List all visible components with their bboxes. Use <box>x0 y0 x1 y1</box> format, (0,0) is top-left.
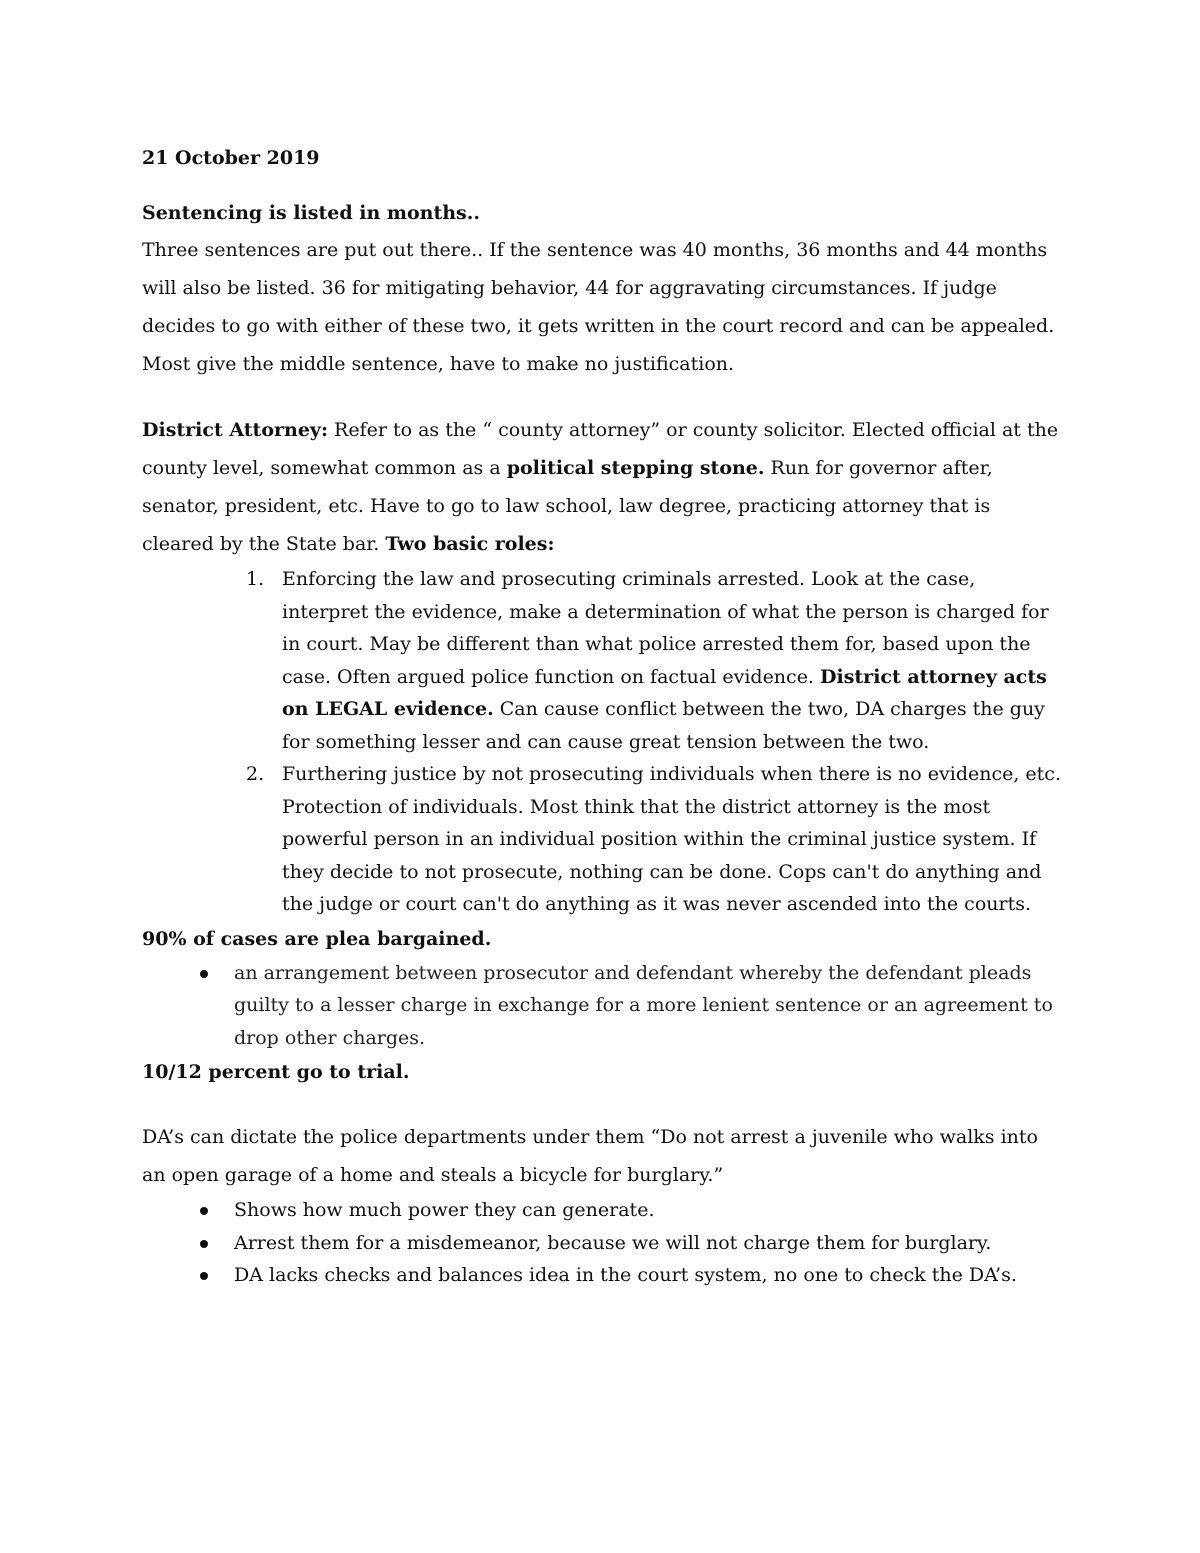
district-attorney-label: District Attorney: <box>142 419 328 441</box>
da-power-paragraph: DA’s can dictate the police departments under them “Do not arrest a juvenile who walks into an open garage of a home and steals a bicycle for burglary.” <box>142 1126 1038 1186</box>
political-stepping-stone: political stepping stone. <box>506 457 765 479</box>
bullet-text: an arrangement between prosecutor and defendant whereby the defendant pleads guilty to a lesser charge in exchange for a more lenient sentence or an agreement to drop other charges. <box>234 961 1053 1049</box>
list-item <box>142 1259 1062 1292</box>
list-item <box>142 758 1062 921</box>
list-number: 2. <box>246 763 265 785</box>
spacer <box>142 383 1062 411</box>
district-attorney-text-1: Refer to as the “ county attorney” or county solicitor. Elected official at the county level, somewhat common as a <box>142 419 1059 479</box>
bullet-icon <box>200 970 208 978</box>
bullet-icon <box>200 1207 208 1215</box>
roles-list <box>142 563 1062 921</box>
bullet-icon <box>200 1240 208 1248</box>
list-item <box>142 1194 1062 1227</box>
da-power-bullets <box>142 1194 1062 1292</box>
list-item <box>142 957 1062 1055</box>
spacer <box>142 1090 1062 1118</box>
sentencing-heading: Sentencing is listed in months.. <box>142 202 480 224</box>
bullet-text: DA lacks checks and balances idea in the court system, no one to check the DA’s. <box>234 1264 1017 1286</box>
role-bold: District attorney acts on LEGAL evidence. <box>282 665 1047 720</box>
list-item <box>142 563 1062 758</box>
list-number: 1. <box>246 568 265 590</box>
bullet-text: Arrest them for a misdemeanor, because we will not charge them for burglary. <box>234 1231 992 1254</box>
bullet-text: Shows how much power they can generate. <box>234 1199 655 1221</box>
trial-heading: 10/12 percent go to trial. <box>142 1061 410 1083</box>
role-text-1: Enforcing the law and prosecuting criminals arrested. Look at the case, interpret the evidence, make a determination of what the person is charged for in court. May be different than what police arrested them for, based upon the case. Often argued police function on factual evidence. <box>282 568 1049 688</box>
plea-bullets <box>142 957 1062 1055</box>
district-attorney-paragraph <box>142 411 1062 563</box>
bullet-icon <box>200 1272 208 1280</box>
plea-heading: 90% of cases are plea bargained. <box>142 927 492 950</box>
sentencing-paragraph: Three sentences are put out there.. If the sentence was 40 months, 36 months and 44 months will also be listed. 36 for mitigating behavior, 44 for aggravating circumstances. If judge decides to go with either of these two, it gets written in the court record and can be appealed. Most give the middle sentence, have to make no justification. <box>142 239 1055 375</box>
document-date: 21 October 2019 <box>142 147 320 169</box>
role-text-2: Can cause conflict between the two, DA charges the guy for something lesser and can cause great tension between the two. <box>282 698 1045 753</box>
district-attorney-text-2: Run for governor after, senator, president, etc. Have to go to law school, law degree, practicing attorney that is cleared by the State bar. <box>142 457 993 555</box>
list-item <box>142 1227 1062 1260</box>
role-text-1: Furthering justice by not prosecuting individuals when there is no evidence, etc. Protection of individuals. Most think that the district attorney is the most powerful person in an individual position within the criminal justice system. If they decide to not prosecute, nothing can be done. Cops can't do anything and the judge or court can't do anything as it was never ascended into the courts. <box>282 763 1061 915</box>
document-page <box>142 140 1062 1292</box>
two-basic-roles-label: Two basic roles: <box>385 533 555 555</box>
